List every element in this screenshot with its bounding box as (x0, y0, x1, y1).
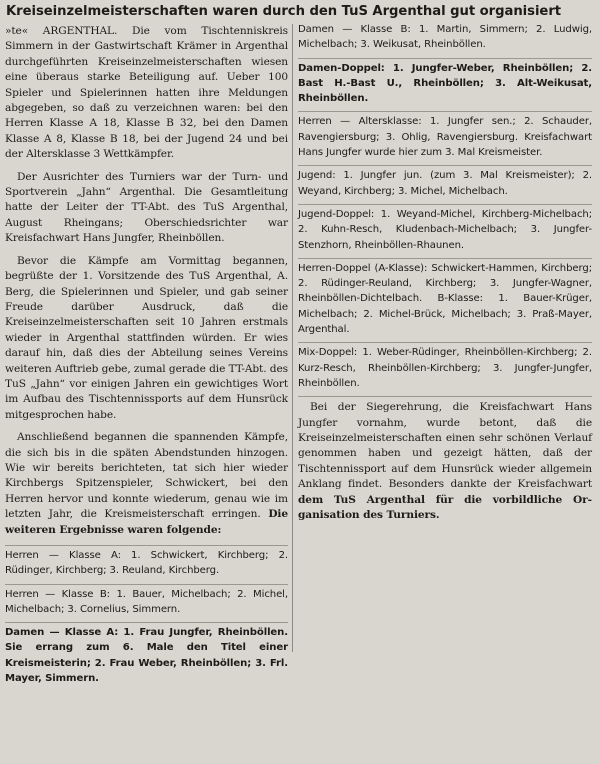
paragraph-opening: Bevor die Kämpfe am Vormittag begannen, begrüßte der 1. Vorsitzende des TuS Argenthal, A. Berg, die Spielerinnen und Spieler, und gab seiner Freude darüber Ausdruck, daß die Kreiseinzelmeisterschaften seit 10 Jahren erstmals wieder in Argenthal stattfinden würden. Er wies darauf hin, daß dies der Abteilung seines Vereins weiteren Auftrieb gebe, zumal gerade die TT-Abt. des TuS „Jahn“ vor einigen Jahren ein gewichtiges Wort im Aufbau des Tischtennissports auf dem Hunsrück mitgesprochen habe. (5, 254, 288, 421)
paragraph-organizer: Der Ausrichter des Turniers war der Turn- und Sportverein „Jahn“ Argenthal. Die Gesamtleitung hatte der Leiter der TT-Abt. des TuS Argenthal, August Rheingans; Oberschiedsrichter war Kreisfachwart Hans Jungfer, Rheinböllen. (5, 170, 288, 245)
column-divider (292, 24, 293, 652)
result-damen-b: Damen — Klasse B: 1. Martin, Simmern; 2. Ludwig, Michelbach; 3. Weikusat, Rheinböllen. (298, 24, 592, 51)
result-jugend-doppel: Jugend-Doppel: 1. Weyand-Michel, Kirchberg-Michelbach; 2. Kuhn-Resch, Kludenbach-Michelbach; 3. Jungfer-Stenzhorn, Rheinböllen-Rhaunen. (298, 204, 592, 258)
right-column (298, 22, 592, 530)
ceremony-text: Bei der Siegerehrung, die Kreisfachwart Hans Jungfer vornahm, wurde betont, daß die Kreiseinzelmeisterschaften einen sehr schönen Verlauf genommen haben und gezeigt hätten, daß der Tischtennissport auf dem Hunsrück wieder allgemein Anklang findet. Besonders dankte der Kreisfachwart (298, 401, 592, 491)
result-altersklasse: Herren — Altersklasse: 1. Jungfer sen.; 2. Schauder, Ravengiersburg; 3. Ohlig, Ravengiersburg. Kreisfachwart Hans Jungfer wurde hier zum 3. Mal Kreismeister. (298, 111, 592, 165)
result-herren-doppel: Herren-Doppel (A-Klasse): Schwickert-Hammen, Kirchberg; 2. Rüdinger-Reuland, Kirchberg; 3. Jungfer-Wagner, Rheinböllen-Dichtelbach. B-Klasse: 1. Bauer-Krüger, Michelbach; 2. Michel-Brück, Michelbach; 3. Praß-Mayer, Argenthal. (298, 258, 592, 342)
matches-text: Anschließend begannen die spannenden Kämpfe, die sich bis in die späten Abendstunden hinzogen. Wie wir bereits berichteten, tat sich hier wieder Kirchbergs Spitzenspieler, Schwickert, bei den Herren hervor und konnte wiederum, genau wie im letzten Jahr, die Kreismeisterschaft erringen. (5, 431, 288, 521)
paragraph-intro: »te« ARGENTHAL. Die vom Tischtenniskreis Simmern in der Gastwirtschaft Krämer in Argenthal durchgeführten Kreiseinzelmeisterschaften wiesen eine überaus starke Beteiligung auf. Ueber 100 Spieler und Spielerinnen hatten ihre Meldungen abgegeben, so daß zu verzeichnen waren: bei den Herren Klasse A 18, Klasse B 32, bei den Damen Klasse A 8, Klasse B 18, bei der Jugend 24 und bei der Altersklasse 3 Wettkämpfer. (5, 25, 288, 161)
paragraph-ceremony (298, 396, 592, 523)
article-headline: Kreiseinzelmeisterschaften waren durch den TuS Argenthal gut organisiert (6, 4, 562, 19)
results-lead: Die weiteren Ergebnisse waren folgende: (5, 508, 288, 536)
result-mix-doppel: Mix-Doppel: 1. Weber-Rüdinger, Rheinböllen-Kirchberg; 2. Kurz-Resch, Rheinböllen-Kirchberg; 3. Jungfer-Jungfer, Rheinböllen. (298, 342, 592, 396)
result-jugend: Jugend: 1. Jungfer jun. (zum 3. Mal Kreismeister); 2. Weyand, Kirchberg; 3. Michel, Michelbach. (298, 165, 592, 204)
ceremony-thanks: dem TuS Argenthal für die vorbildliche Organisation des Turniers. (298, 493, 592, 522)
left-column (5, 24, 288, 691)
paragraph-matches (5, 430, 288, 538)
result-herren-b: Herren — Klasse B: 1. Bauer, Michelbach; 2. Michel, Michelbach; 3. Cornelius, Simmern. (5, 584, 288, 623)
result-herren-a: Herren — Klasse A: 1. Schwickert, Kirchberg; 2. Rüdinger, Kirchberg; 3. Reuland, Kirchberg. (5, 545, 288, 584)
result-damen-doppel: Damen-Doppel: 1. Jungfer-Weber, Rheinböllen; 2. Bast H.-Bast U., Rheinböllen; 3. Alt-Weikusat, Rheinböllen. (298, 58, 592, 112)
result-damen-a: Damen — Klasse A: 1. Frau Jungfer, Rheinböllen. Sie errang zum 6. Male den Titel einer Kreismeisterin; 2. Frau Weber, Rheinböllen; 3. Frl. Mayer, Simmern. (5, 622, 288, 691)
